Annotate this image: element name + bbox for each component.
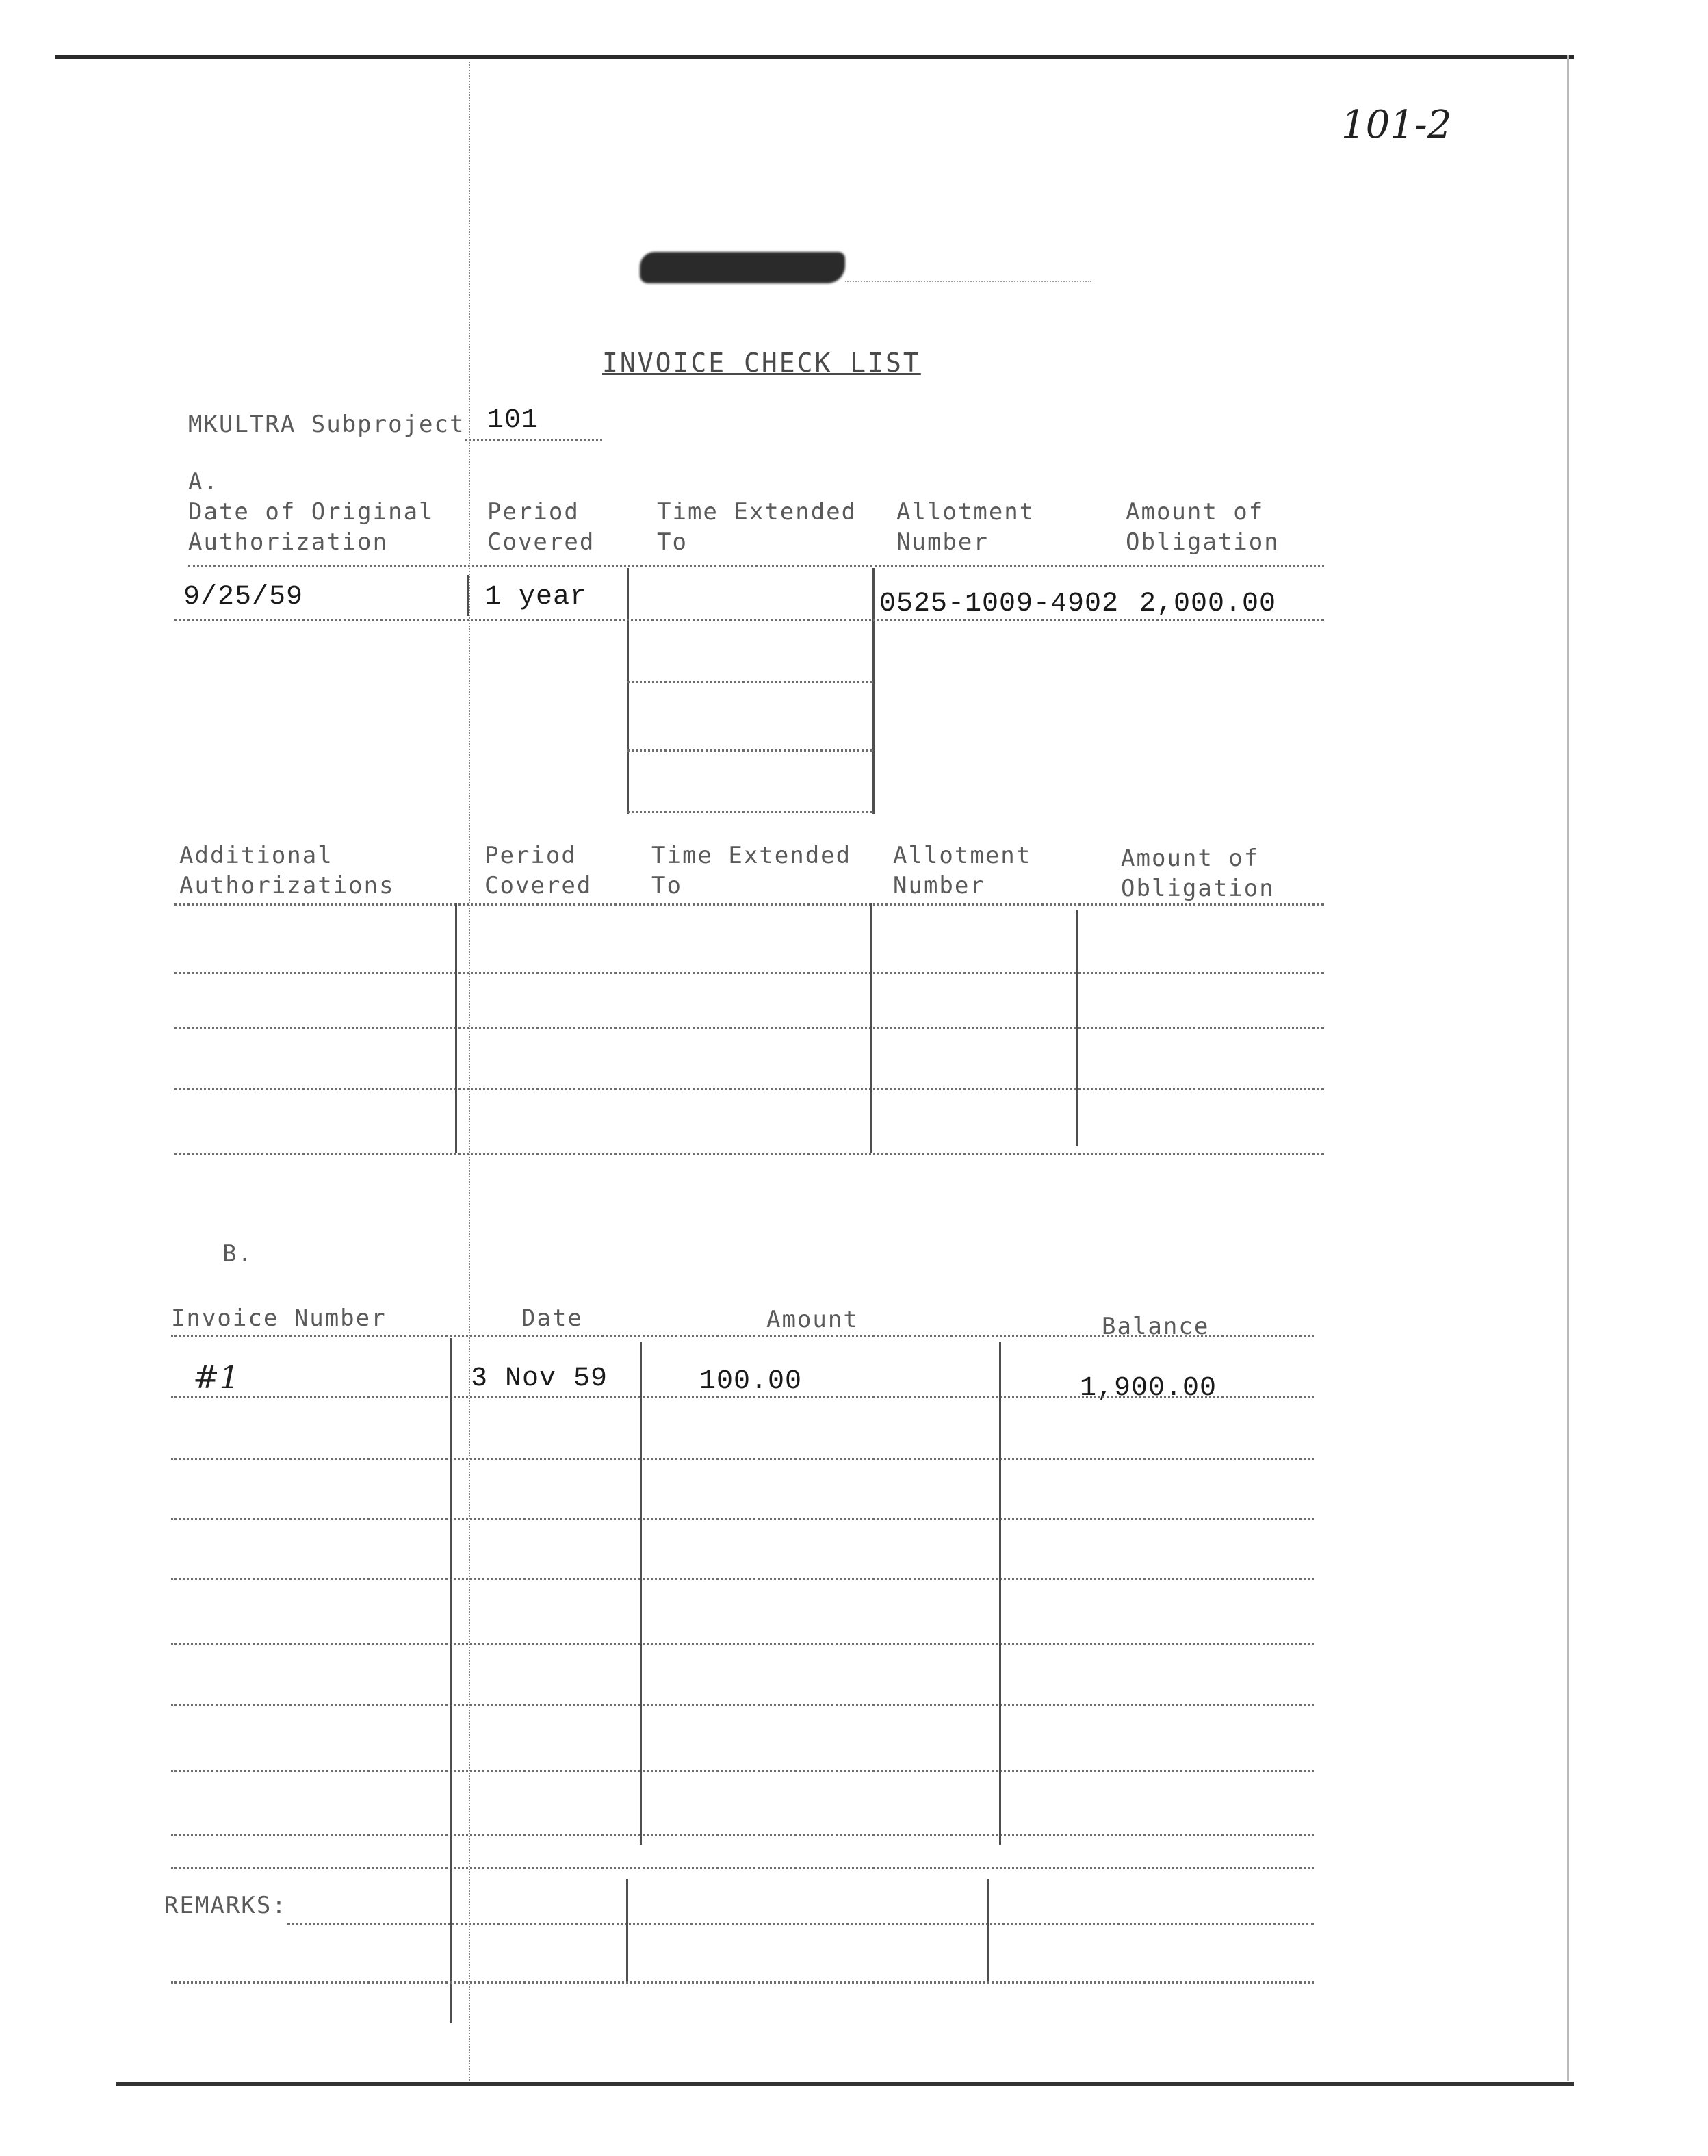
original-header-amount: Amount of Obligation [1126,498,1280,556]
additional-col-divider [870,903,872,1153]
additional-header-allotment: Allotment Number [893,842,1032,899]
invoice-balance: 1,900.00 [1080,1373,1217,1404]
invoice-row-rule [171,1458,1314,1460]
remarks-col-divider [987,1879,989,1981]
redaction-mark [640,252,845,283]
additional-header-period: Period Covered [484,842,593,899]
extension-box-rule [627,811,873,813]
original-header-allotment: Allotment Number [896,498,1035,556]
subproject-label: MKULTRA Subproject [188,411,465,438]
original-header-extended: Time Extended To [657,498,857,556]
original-header-date: Date of Original Authorization [188,498,435,556]
invoice-number: #1 [193,1359,240,1396]
invoice-header-number: Invoice Number [171,1305,387,1332]
invoice-date: 3 Nov 59 [471,1363,608,1394]
subproject-underline [465,439,602,441]
additional-header-amount: Amount of Obligation [1121,845,1275,902]
additional-col-divider [1076,910,1078,1146]
extension-box-rule [627,749,873,752]
invoice-col-divider [450,1338,452,2023]
invoice-header-rule [171,1335,1314,1337]
invoice-row-rule [171,1704,1314,1706]
original-amount: 2,000.00 [1139,589,1277,619]
original-col-divider [872,568,875,814]
redaction-underline [845,281,1091,282]
remarks-rule [171,1981,1314,1984]
invoice-row-rule [171,1518,1314,1520]
top-rule [55,55,1574,59]
page-number: 101-2 [1341,103,1452,147]
original-period: 1 year [484,582,588,613]
original-header-period: Period Covered [487,498,595,556]
remarks-rule [287,1923,1314,1925]
invoice-row-rule [171,1867,1314,1869]
invoice-row-rule [171,1396,1314,1398]
additional-row-rule [174,972,1324,974]
original-header-rule [188,565,1324,567]
additional-row-rule [174,1153,1324,1155]
original-allotment: 0525-1009-4902 [879,589,1120,619]
original-date: 9/25/59 [183,582,304,613]
original-col-divider [627,568,629,814]
additional-header-extended: Time Extended To [651,842,852,899]
section-a-marker: A. [188,468,219,496]
additional-header-authorizations: Additional Authorizations [179,842,395,899]
document-title: INVOICE CHECK LIST [602,348,921,378]
invoice-row-rule [171,1643,1314,1645]
invoice-header-date: Date [521,1305,583,1332]
invoice-header-amount: Amount [766,1306,859,1333]
original-row-rule [174,619,1324,621]
additional-row-rule [174,1088,1324,1090]
additional-row-rule [174,1027,1324,1029]
invoice-row-rule [171,1770,1314,1772]
invoice-amount: 100.00 [699,1366,803,1397]
remarks-col-divider [626,1879,628,1981]
subproject-number: 101 [487,405,539,436]
additional-col-divider [455,903,457,1153]
extension-box-rule [627,681,873,683]
invoice-col-divider [640,1342,642,1845]
fold-guide-line [469,62,470,2081]
invoice-row-rule [171,1578,1314,1580]
invoice-header-balance: Balance [1102,1313,1210,1340]
page-edge [1567,55,1569,2081]
additional-header-rule [174,903,1324,906]
invoice-row-rule [171,1834,1314,1836]
section-b-marker: B. [222,1240,253,1268]
bottom-rule [116,2082,1574,2086]
invoice-col-divider [999,1342,1001,1845]
remarks-label: REMARKS: [164,1892,287,1919]
